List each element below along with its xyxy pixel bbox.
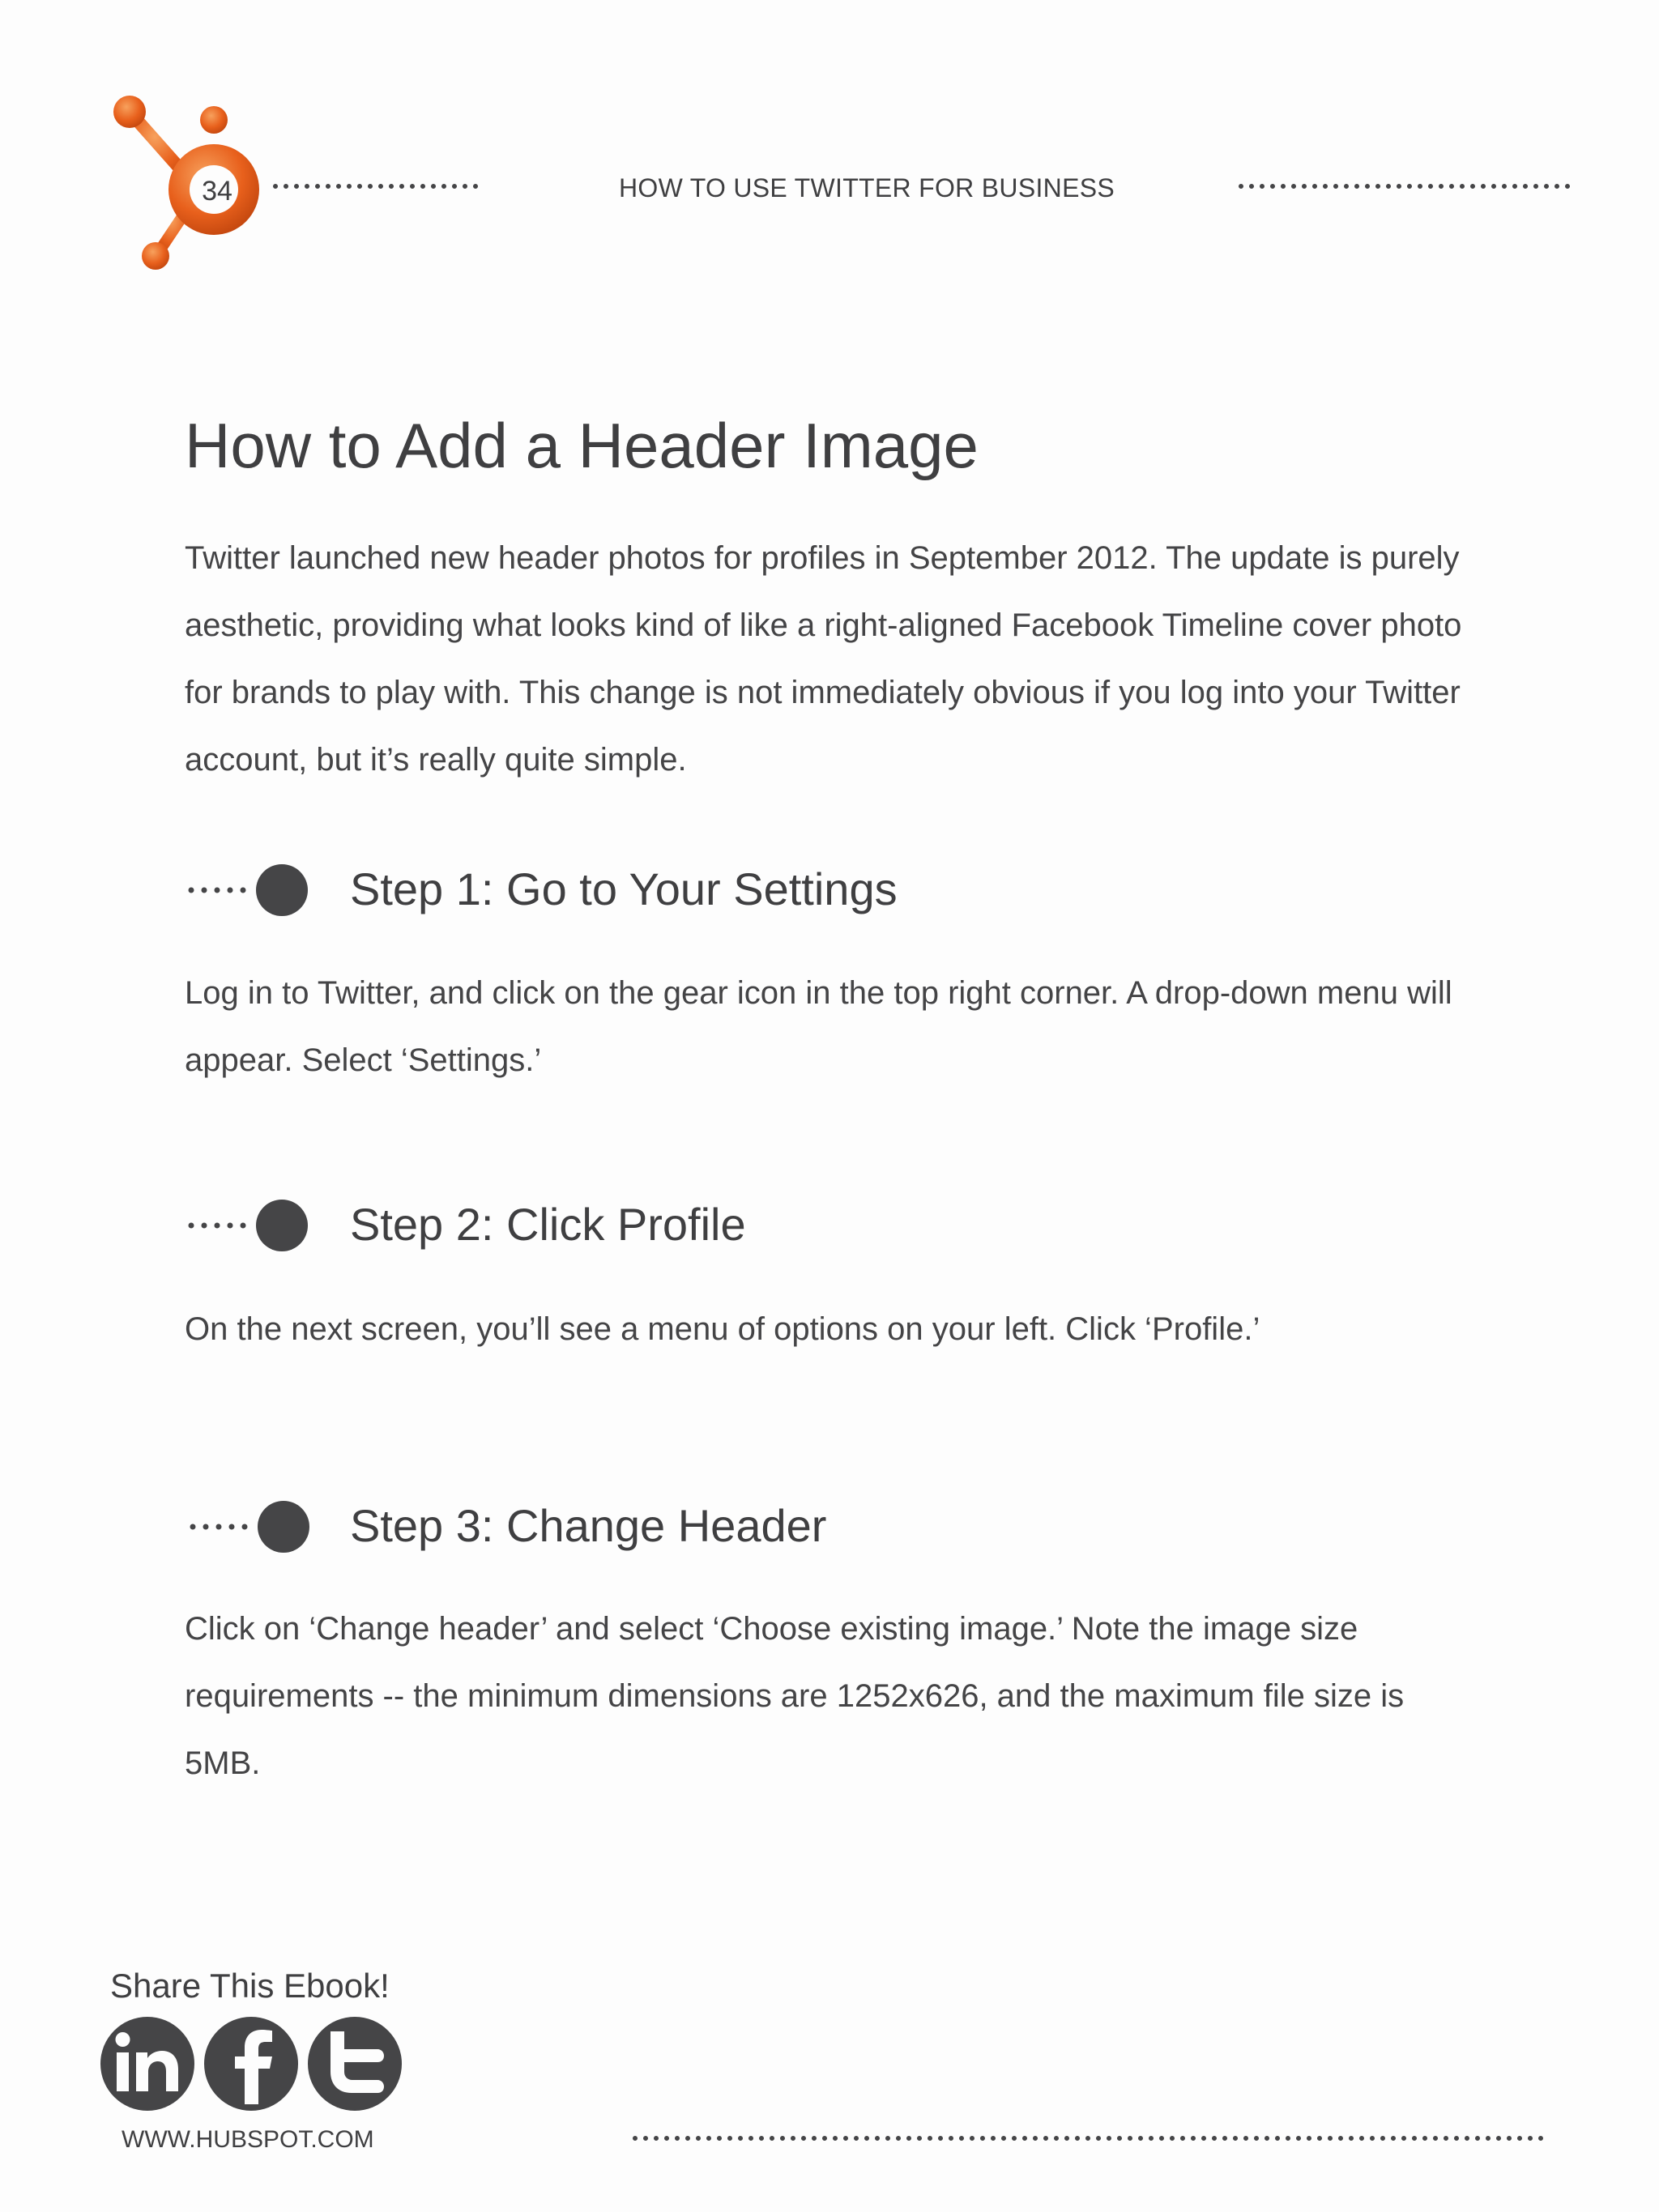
step-marker-icon — [186, 862, 316, 918]
facebook-icon[interactable] — [203, 2015, 300, 2112]
linkedin-icon[interactable] — [99, 2015, 196, 2112]
step-1-heading: Step 1: Go to Your Settings — [350, 863, 898, 914]
running-title: HOW TO USE TWITTER FOR BUSINESS — [618, 173, 1115, 202]
step-3-text: Click on ‘Change header’ and select ‘Choose existing image.’ Note the image size requirements -- the minimum dimensions are 1252x626, and the maximum file size is 5MB. — [185, 1611, 1405, 1781]
site-url[interactable]: WWW.HUBSPOT.COM — [122, 2126, 374, 2153]
step-marker-icon — [186, 1197, 316, 1254]
footer-dotted-rule — [632, 2132, 1547, 2145]
header-dotted-rule-right — [1238, 180, 1578, 193]
step-2-text: On the next screen, you’ll see a menu of options on your left. Click ‘Profile.’ — [185, 1311, 1260, 1347]
twitter-icon[interactable] — [306, 2015, 403, 2112]
share-ebook-label: Share This Ebook! — [110, 1967, 390, 2005]
step-1-text: Log in to Twitter, and click on the gear icon in the top right corner. A drop-down menu will appear. Select ‘Settings.’ — [185, 975, 1452, 1078]
header-dotted-rule-left — [272, 180, 483, 193]
page-title: How to Add a Header Image — [185, 410, 979, 481]
intro-paragraph: Twitter launched new header photos for profiles in September 2012. The update is purely aesthetic, providing what looks kind of like a right-aligned Facebook Timeline cover photo for brands to play with. This change is not immediately obvious if you log into your Twitter account, but it’s really quite simple. — [185, 540, 1462, 778]
page-number: 34 — [202, 176, 232, 207]
step-2-heading: Step 2: Click Profile — [350, 1199, 746, 1250]
step-marker-icon — [188, 1498, 318, 1555]
step-3-heading: Step 3: Change Header — [350, 1500, 827, 1551]
